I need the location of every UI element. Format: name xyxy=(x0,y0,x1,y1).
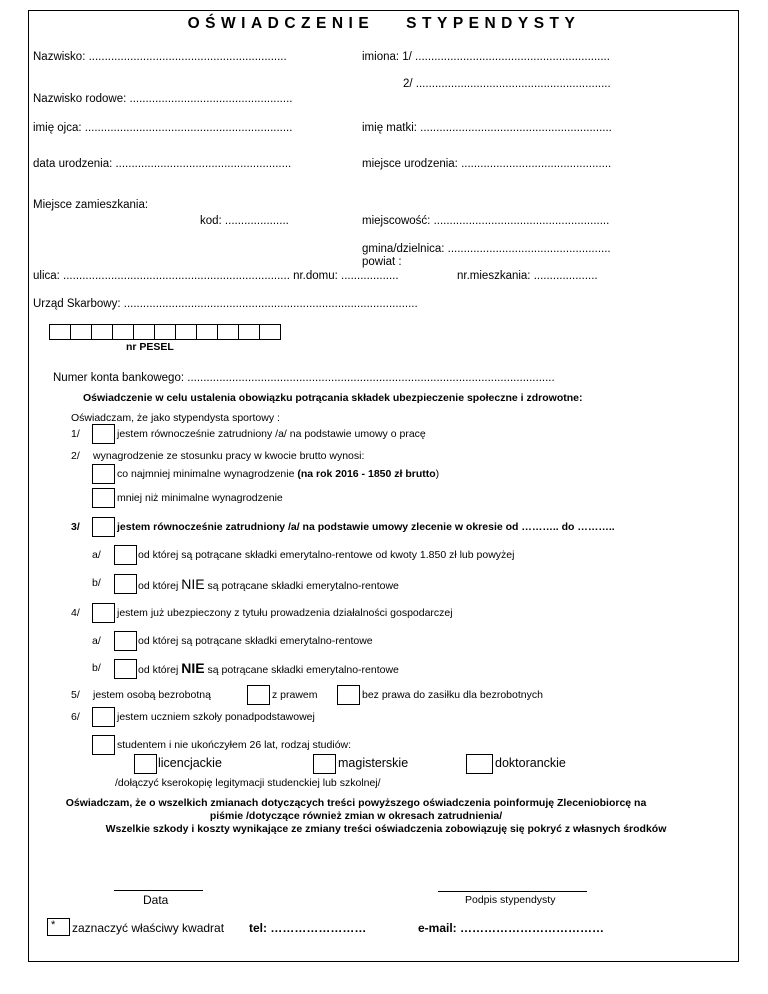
item-3a-label: od której są potrącane składki emerytalno-rentowe od kwoty 1.850 zł lub powyżej xyxy=(138,549,515,561)
pesel-digit-cell[interactable] xyxy=(218,324,239,340)
powiat-field[interactable]: powiat : xyxy=(362,256,402,268)
item-4a-marker: a/ xyxy=(92,635,101,647)
email-field[interactable]: e-mail: ……………………………… xyxy=(418,921,605,935)
item-3-label: jestem równocześnie zatrudniony /a/ na podstawie umowy zlecenie w okresie od ……….. do ……….. xyxy=(117,521,615,533)
student-label: studentem i nie ukończyłem 26 lat, rodzaj studiów: xyxy=(117,739,352,751)
checkbox-umowa-o-prace[interactable] xyxy=(92,424,115,444)
magisterskie-label: magisterskie xyxy=(338,756,409,770)
podpis-signature-line xyxy=(438,891,587,892)
checkbox-4a[interactable] xyxy=(114,631,137,651)
data-urodzenia-field[interactable]: data urodzenia: ....................................................... xyxy=(33,158,292,170)
checkbox-3a[interactable] xyxy=(114,545,137,565)
ulica-field[interactable]: ulica: ....................................................................... nr.domu: .................. xyxy=(33,270,399,282)
miejsce-urodzenia-field[interactable]: miejsce urodzenia: ............................................... xyxy=(362,158,612,170)
nr-mieszkania-field[interactable]: nr.mieszkania: .................... xyxy=(457,270,598,282)
checkbox-mniej-niz-minimalne[interactable] xyxy=(92,488,115,508)
copy-note: /dołączyć kserokopię legitymacji studenckiej lub szkolnej/ xyxy=(115,777,381,789)
pesel-digit-cell[interactable] xyxy=(155,324,176,340)
final-statement-3: Wszelkie szkody i koszty wynikające ze zmiany treści oświadczenia zobowiązuję się pokryć z własnych środków xyxy=(105,823,667,835)
gmina-field[interactable]: gmina/dzielnica: ................................................... xyxy=(362,243,611,255)
pesel-digit-cell[interactable] xyxy=(197,324,218,340)
final-statement-2: piśmie /dotyczące również zmian w okresach zatrudnienia/ xyxy=(209,810,503,822)
checkbox-uczen[interactable] xyxy=(92,707,115,727)
declaration-intro: Oświadczam, że jako stypendysta sportowy : xyxy=(71,412,280,424)
data-label: Data xyxy=(143,893,169,907)
item-2a-label: co najmniej minimalne wynagrodzenie (na rok 2016 - 1850 zł brutto) xyxy=(117,468,440,480)
checkbox-magisterskie[interactable] xyxy=(313,754,336,774)
checkbox-licencjackie[interactable] xyxy=(134,754,157,774)
checkbox-z-prawem[interactable] xyxy=(247,685,270,705)
item-5b-label: bez prawa do zasiłku dla bezrobotnych xyxy=(362,689,543,701)
checkbox-umowa-zlecenie[interactable] xyxy=(92,517,115,537)
miejscowosc-field[interactable]: miejscowość: ....................................................... xyxy=(362,215,610,227)
item-number-2: 2/ xyxy=(71,450,80,462)
item-3a-marker: a/ xyxy=(92,549,101,561)
declaration-heading: Oświadczenie w celu ustalenia obowiązku potrącania składek ubezpieczenie społeczne i zdrowotne: xyxy=(83,392,583,404)
item-3b-marker: b/ xyxy=(92,577,101,589)
pesel-digit-cell[interactable] xyxy=(176,324,197,340)
item-number-3: 3/ xyxy=(71,521,80,533)
pesel-digit-cell[interactable] xyxy=(92,324,113,340)
item-4-label: jestem już ubezpieczony z tytułu prowadzenia działalności gospodarczej xyxy=(117,607,453,619)
item-6-label: jestem uczniem szkoły ponadpodstawowej xyxy=(117,711,315,723)
item-number-5: 5/ xyxy=(71,689,80,701)
nazwisko-field[interactable]: Nazwisko: .............................................................. xyxy=(33,51,287,63)
pesel-digit-cell[interactable] xyxy=(71,324,92,340)
pesel-digit-cell[interactable] xyxy=(239,324,260,340)
item-1-label: jestem równocześnie zatrudniony /a/ na podstawie umowy o pracę xyxy=(117,428,426,440)
item-2b-label: mniej niż minimalne wynagrodzenie xyxy=(117,492,283,504)
pesel-label: nr PESEL xyxy=(126,341,174,353)
checkbox-dzialalnosc[interactable] xyxy=(92,603,115,623)
item-2-label: wynagrodzenie ze stosunku pracy w kwocie brutto wynosi: xyxy=(93,450,365,462)
checkbox-doktoranckie[interactable] xyxy=(466,754,493,774)
form-title: OŚWIADCZENIE STYPENDYSTY xyxy=(187,15,581,32)
item-number-6: 6/ xyxy=(71,711,80,723)
item-number-1: 1/ xyxy=(71,428,80,440)
checkbox-student[interactable] xyxy=(92,735,115,755)
legend-checkbox: * xyxy=(47,918,70,936)
item-4b-marker: b/ xyxy=(92,662,101,674)
nazwisko-rodowe-field[interactable]: Nazwisko rodowe: ................................................... xyxy=(33,93,293,105)
pesel-digit-cell[interactable] xyxy=(50,324,71,340)
konto-field[interactable]: Numer konta bankowego: ................................................................................................................... xyxy=(53,372,555,384)
pesel-digit-cell[interactable] xyxy=(260,324,281,340)
item-number-4: 4/ xyxy=(71,607,80,619)
imie-matki-field[interactable]: imię matki: ............................................................ xyxy=(362,122,612,134)
item-5-label: jestem osobą bezrobotną xyxy=(93,689,211,701)
checkbox-minimalne-wynagrodzenie[interactable] xyxy=(92,464,115,484)
podpis-label: Podpis stypendysty xyxy=(465,894,556,906)
checkbox-3b[interactable] xyxy=(114,574,137,594)
checkbox-4b[interactable] xyxy=(114,659,137,679)
item-4a-label: od której są potrącane składki emerytalno-rentowe xyxy=(138,635,373,647)
urzad-skarbowy-field[interactable]: Urząd Skarbowy: ............................................................................................ xyxy=(33,298,418,310)
miejsce-zamieszkania-label: Miejsce zamieszkania: xyxy=(33,199,149,211)
pesel-input[interactable] xyxy=(49,324,281,340)
doktoranckie-label: doktoranckie xyxy=(495,756,566,770)
tel-field[interactable]: tel: …………………… xyxy=(249,921,367,935)
pesel-digit-cell[interactable] xyxy=(134,324,155,340)
imiona-field-2[interactable]: 2/ ............................................................. xyxy=(403,78,611,90)
data-signature-line xyxy=(114,890,203,891)
licencjackie-label: licencjackie xyxy=(158,756,222,770)
legend-label: zaznaczyć właściwy kwadrat xyxy=(72,921,225,935)
imie-ojca-field[interactable]: imię ojca: ................................................................. xyxy=(33,122,293,134)
imiona-field-1[interactable]: imiona: 1/ ............................................................. xyxy=(362,51,610,63)
item-5a-label: z prawem xyxy=(272,689,318,701)
final-statement-1: Oświadczam, że o wszelkich zmianach dotyczących treści powyższego oświadczenia poinformuję Zleceniobiorcę na xyxy=(65,797,647,809)
item-4b-label: od której NIE są potrącane składki emerytalno-rentowe xyxy=(138,660,399,676)
item-3b-label: od której NIE są potrącane składki emerytalno-rentowe xyxy=(138,576,399,592)
pesel-digit-cell[interactable] xyxy=(113,324,134,340)
checkbox-bez-prawa[interactable] xyxy=(337,685,360,705)
kod-field[interactable]: kod: .................... xyxy=(200,215,289,227)
